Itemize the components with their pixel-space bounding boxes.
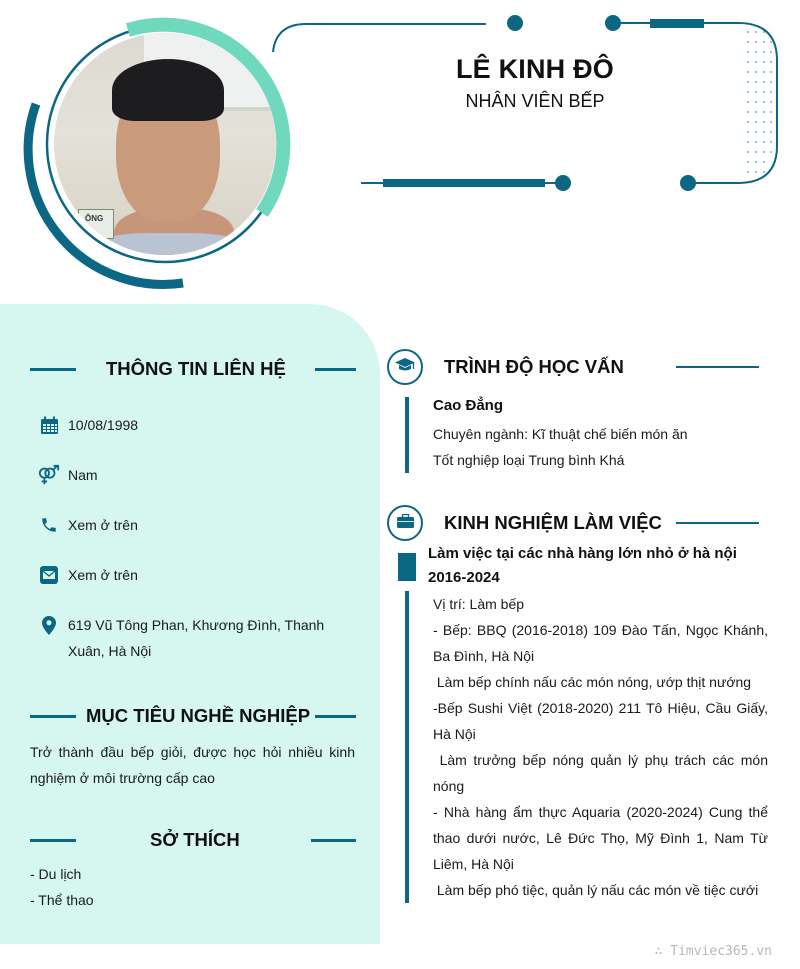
experience-line: Vị trí: Làm bếp	[433, 596, 525, 612]
location-icon	[38, 614, 60, 636]
education-icon-badge	[387, 349, 423, 385]
experience-line: Làm bếp chính nấu các món nóng, ướp thịt nướng	[433, 674, 752, 690]
experience-icon-badge	[387, 505, 423, 541]
education-bar	[405, 397, 409, 473]
divider	[30, 368, 76, 371]
calendar-icon	[38, 414, 60, 436]
education-major: Chuyên ngành: Kĩ thuật chế biến món ăn	[433, 426, 688, 442]
contact-address	[38, 614, 338, 664]
hobby-item: - Du lịch	[30, 866, 82, 882]
divider	[676, 522, 759, 524]
objective-text: Trở thành đầu bếp giỏi, được học hỏi nhiều kinh nghiệm ở môi trường cấp cao	[30, 744, 355, 786]
experience-bar	[405, 591, 409, 903]
divider	[30, 839, 76, 842]
experience-line: -Bếp Sushi Việt (2018-2020) 211 Tô Hiệu, Cầu Giấy, Hà Nội	[433, 700, 772, 742]
divider	[676, 366, 759, 368]
objective-title: MỤC TIÊU NGHỀ NGHIỆP	[86, 705, 311, 726]
job-title: NHÂN VIÊN BẾP	[465, 91, 605, 111]
profile-photo: ÔNG	[54, 33, 276, 255]
email-icon	[38, 564, 60, 586]
email-value: Xem ở trên	[68, 567, 138, 583]
phone-value: Xem ở trên	[68, 517, 138, 533]
experience-line: - Bếp: BBQ (2016-2018) 109 Đào Tấn, Ngọc Khánh, Ba Đình, Hà Nội	[433, 622, 772, 664]
experience-marker	[398, 553, 416, 581]
contact-gender	[38, 464, 338, 488]
hobbies-title: SỞ THÍCH	[150, 829, 240, 850]
experience-line: Làm bếp phó tiệc, quản lý nấu các món về tiệc cưới	[433, 882, 759, 898]
watermark: ∴ Timviec365.vn	[654, 944, 772, 959]
experience-line: Làm trưởng bếp nóng quản lý phụ trách các món nóng	[433, 752, 772, 794]
birthday-value: 10/08/1998	[68, 417, 139, 433]
experience-line: - Nhà hàng ẩm thực Aquaria (2020-2024) Cung thể thao dưới nước, Lê Đức Thọ, Mỹ Đình 1, Nam Từ Liêm, Hà Nội	[433, 804, 772, 872]
address-value: 619 Vũ Tông Phan, Khương Đình, Thanh Xuân, Hà Nội	[68, 617, 325, 659]
contact-title: THÔNG TIN LIÊN HỆ	[106, 358, 286, 379]
experience-details	[433, 591, 772, 903]
graduation-cap-icon	[395, 358, 415, 377]
experience-title: KINH NGHIỆM LÀM VIỆC	[444, 512, 662, 533]
contact-email	[38, 564, 338, 588]
education-result: Tốt nghiệp loại Trung bình Khá	[433, 452, 625, 468]
divider	[315, 368, 356, 371]
briefcase-icon	[397, 514, 414, 533]
divider	[311, 839, 356, 842]
experience-job-title: Làm việc tại các nhà hàng lớn nhỏ ở hà nội 2016-2024	[428, 545, 737, 586]
education-title: TRÌNH ĐỘ HỌC VẤN	[444, 356, 624, 377]
hobby-item: - Thể thao	[30, 892, 94, 908]
divider	[30, 715, 76, 718]
education-degree: Cao Đẳng	[433, 397, 504, 414]
contact-birthday	[38, 414, 338, 438]
divider	[315, 715, 356, 718]
contact-phone	[38, 514, 338, 538]
candidate-name: LÊ KINH ĐÔ	[455, 54, 614, 84]
gender-icon	[38, 464, 60, 486]
phone-icon	[38, 514, 60, 536]
gender-value: Nam	[68, 467, 98, 483]
